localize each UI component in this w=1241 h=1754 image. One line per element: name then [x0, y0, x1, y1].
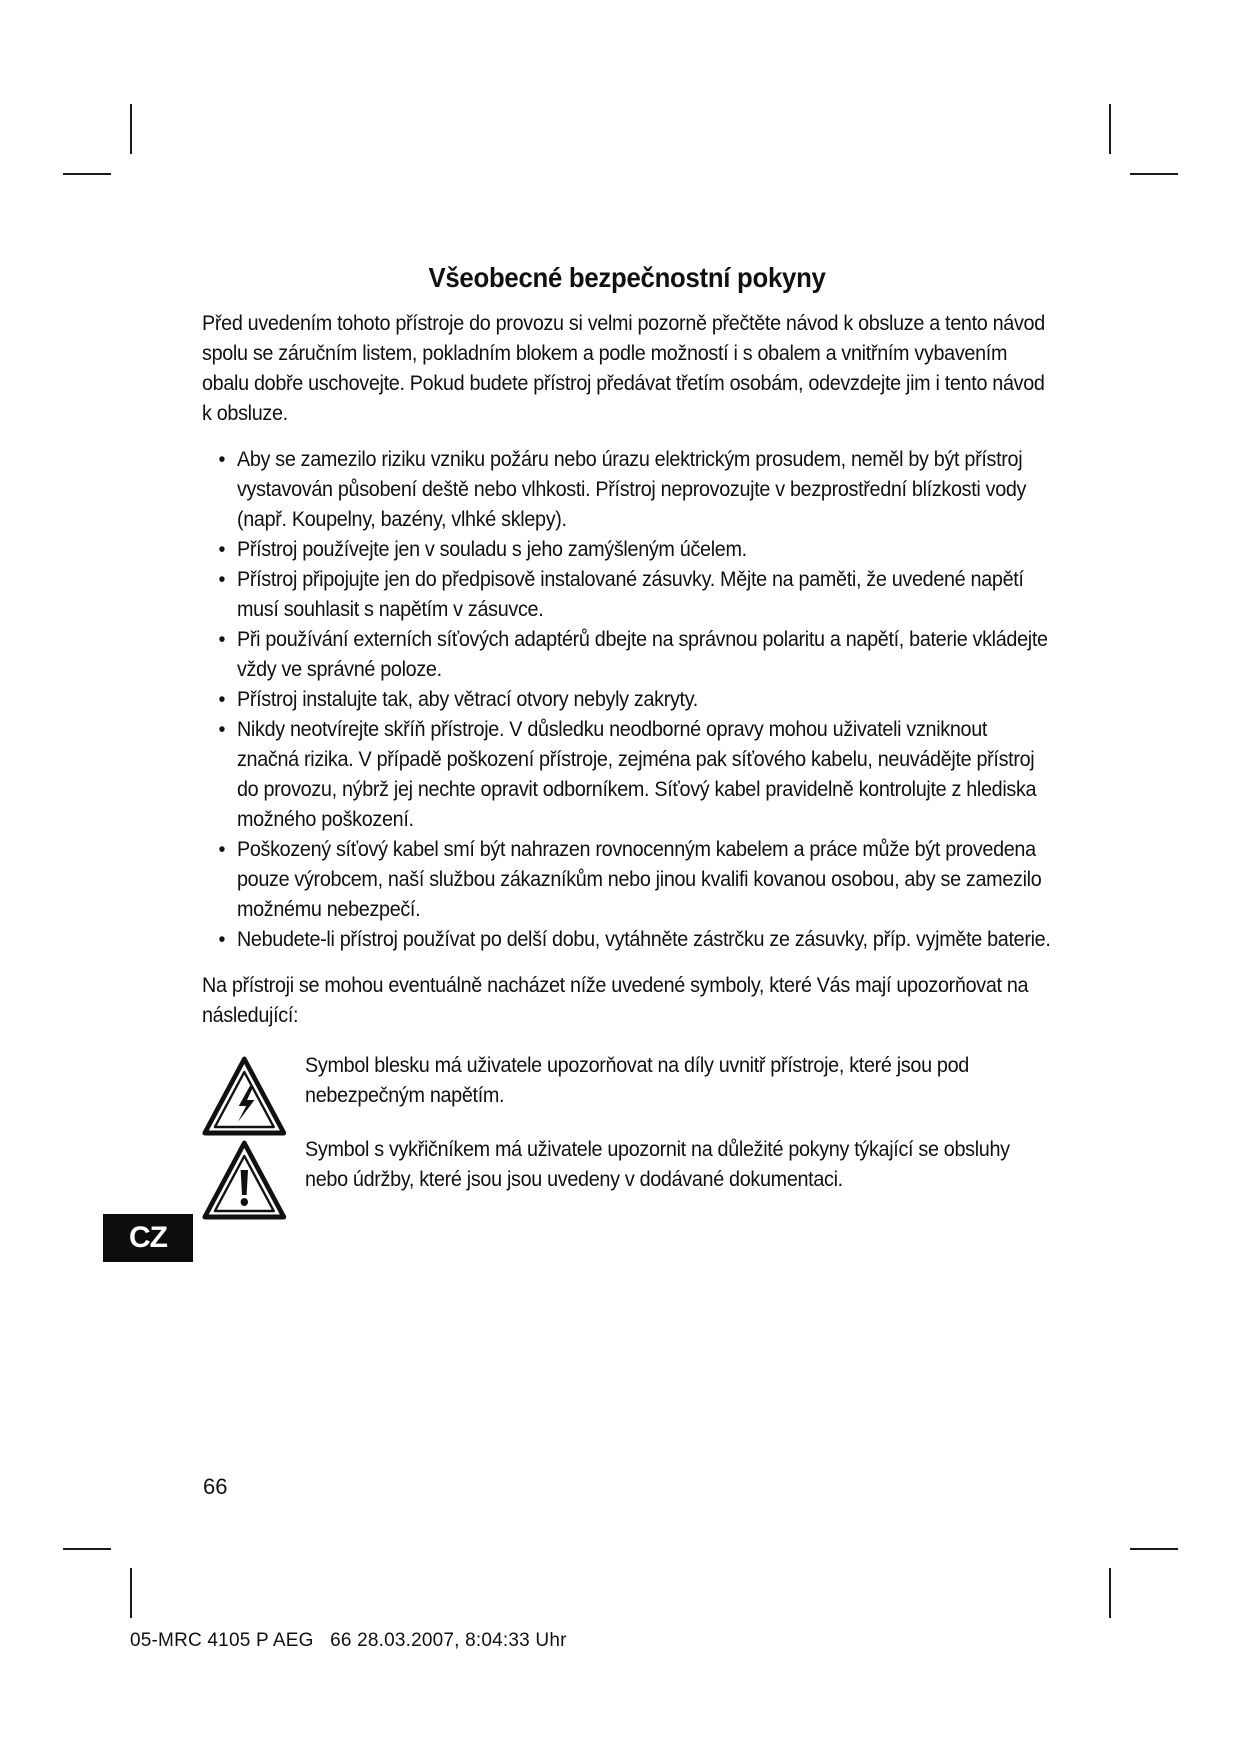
page-content	[202, 258, 1052, 1224]
crop-mark	[130, 1568, 132, 1618]
crop-mark	[1109, 1568, 1111, 1618]
crop-mark	[63, 1548, 111, 1550]
crop-mark	[130, 104, 132, 154]
page-title: Všeobecné bezpečnostní pokyny	[428, 262, 826, 293]
intro-paragraph: Před uvedením tohoto přístroje do provozu si velmi pozorně přečtěte návod k obsluze a tento návod spolu se záručním listem, pokladním blokem a podle možností i s obalem a vnitřním vybavením obalu dobře uschovejte. Pokud budete přístroj předávat třetím osobám, odevzdejte jim i tento návod k obsluze.	[202, 311, 1045, 425]
symbol-lightning-row	[202, 1050, 1052, 1134]
language-tab: CZ	[103, 1214, 193, 1262]
crop-mark	[1109, 104, 1111, 154]
symbol-exclamation-text: Symbol s vykřičníkem má uživatele upozornit na důležité pokyny týkající se obsluhy nebo údržby, které jsou jsou uvedeny v dodávané dokumentaci.	[305, 1137, 1010, 1191]
crop-mark	[63, 173, 111, 175]
crop-mark	[1130, 1548, 1178, 1550]
symbol-lightning-text: Symbol blesku má uživatele upozorňovat na díly uvnitř přístroje, které jsou pod nebezpečným napětím.	[305, 1053, 969, 1107]
symbols-intro: Na přístroji se mohou eventuálně nacházet níže uvedené symboly, které Vás mají upozorňovat na následující:	[202, 973, 1029, 1027]
print-footer: 05-MRC 4105 P AEG 66 28.03.2007, 8:04:33 Uhr	[130, 1630, 567, 1651]
list-item: • Přístroj instalujte tak, aby větrací otvory nebyly zakryty.	[218, 687, 698, 711]
list-item: • Nikdy neotvírejte skříň přístroje. V důsledku neodborné opravy mohou uživateli vzniknout značná rizika. V případě poškození přístroje, zejména pak síťového kabelu, neuvádějte přístroj do provozu, nýbrž jej nechte opravit odborníkem. Síťový kabel pravidelně kontrolujte z hlediska možného poškození.	[218, 717, 1037, 831]
list-item: • Nebudete-li přístroj používat po delší dobu, vytáhněte zástrčku ze zásuvky, příp. vyjměte baterie.	[218, 927, 1051, 951]
list-item: • Poškozený síťový kabel smí být nahrazen rovnocenným kabelem a práce může být provedena pouze výrobcem, naší službou zákazníkům nebo jinou kvalifi kovanou osobou, aby se zamezilo možnému nebezpečí.	[218, 837, 1042, 921]
symbol-exclamation-row	[202, 1134, 1052, 1224]
list-item: • Přístroj používejte jen v souladu s jeho zamýšleným účelem.	[218, 537, 747, 561]
crop-mark	[1130, 173, 1178, 175]
list-item: • Při používání externích síťových adaptérů dbejte na správnou polaritu a napětí, baterie vkládejte vždy ve správné poloze.	[218, 627, 1048, 681]
list-item: • Přístroj připojujte jen do předpisově instalované zásuvky. Mějte na paměti, že uvedené napětí musí souhlasit s napětím v zásuvce.	[218, 567, 1024, 621]
safety-list	[202, 444, 1052, 954]
lightning-warning-icon	[202, 1056, 287, 1136]
page-number: 66	[203, 1474, 228, 1499]
list-item: • Aby se zamezilo riziku vzniku požáru nebo úrazu elektrickým prosudem, neměl by být přístroj vystavován působení deště nebo vlhkosti. Přístroj neprovozujte v bezprostřední blízkosti vody (např. Koupelny, bazény, vlhké sklepy).	[218, 447, 1027, 531]
exclamation-warning-icon	[202, 1140, 287, 1220]
